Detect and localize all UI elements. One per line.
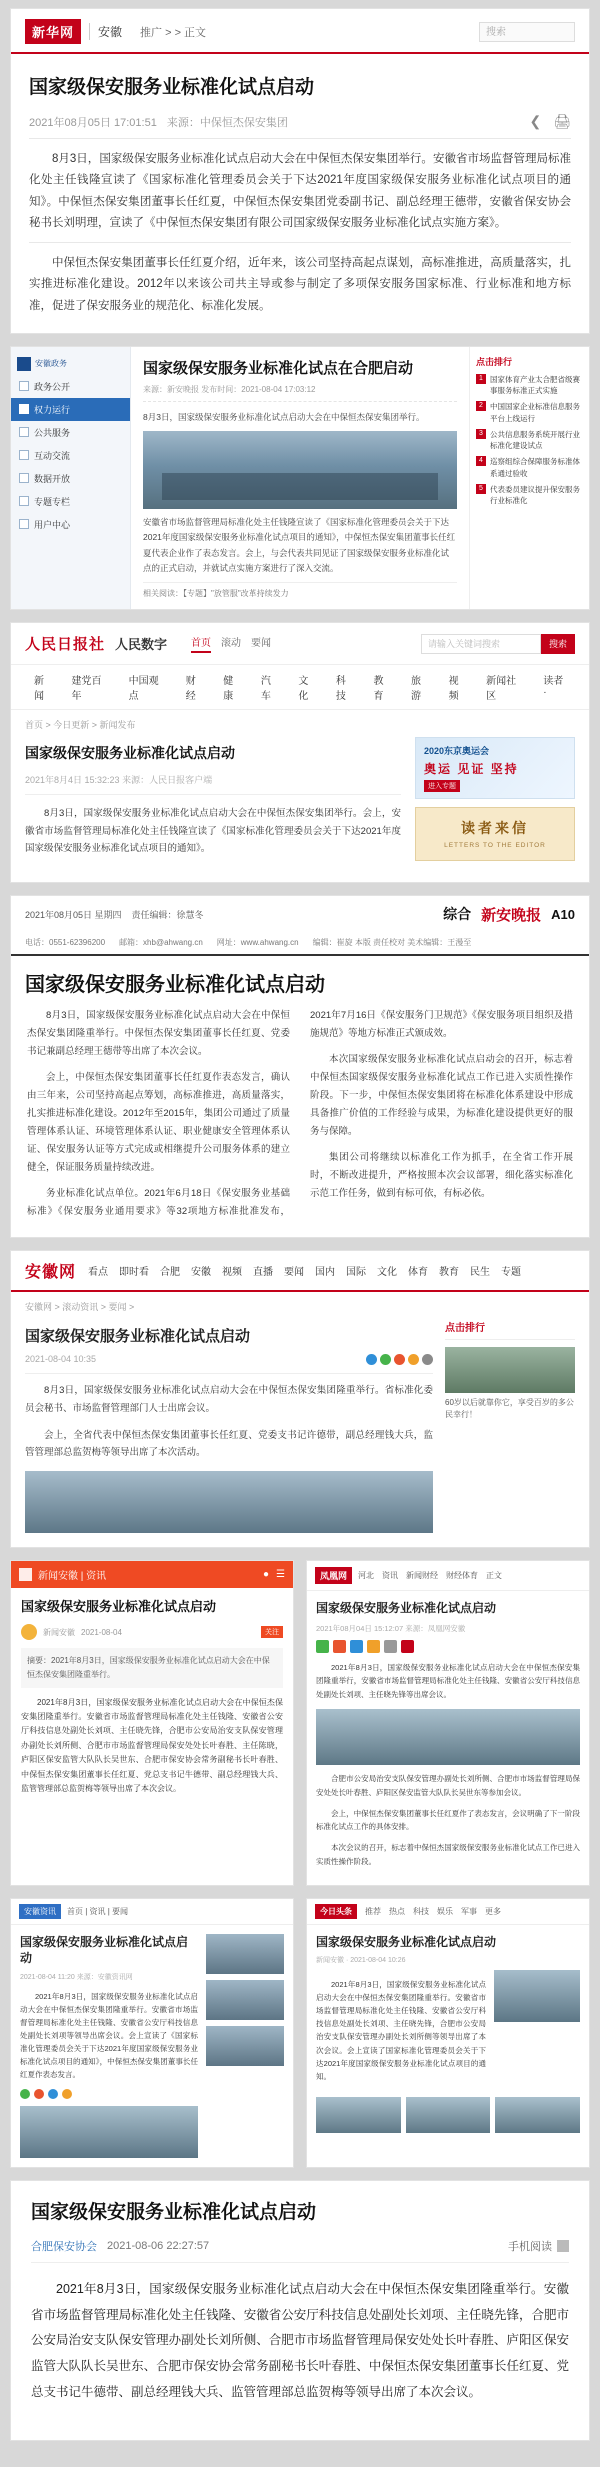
page-title: 国家级保安服务业标准化试点启动 <box>316 1601 497 1616</box>
sidebar-item-5[interactable] <box>11 490 130 513</box>
article-paragraph: 中保恒杰保安集团董事长任红夏介绍，近年来，该公司坚持高起点谋划，高标准推进，高质量落实，扎实推进标准化建设。2012年以来该公司共主导或参与制定了多项保安服务国家标准、行业标准和地方标准，促进了保安服务业的规范化、标准化发展。 <box>29 257 571 312</box>
nav-item-3[interactable]: 娱乐 <box>437 1906 453 1916</box>
qq-icon[interactable] <box>350 1640 363 1653</box>
bullet-icon <box>19 381 29 391</box>
sidebar-item-label: 公共服务 <box>34 427 71 438</box>
ifeng-logo[interactable]: 凤凰网 <box>315 1567 352 1584</box>
share-icon[interactable]: ❮ <box>529 113 542 129</box>
newspaper-editor: 责任编辑：徐慧冬 <box>131 909 204 920</box>
nav-item-2[interactable]: 中国观点 <box>128 676 159 703</box>
peoples-daily-logo[interactable]: 人民日报社 <box>25 636 106 654</box>
xinhua-header <box>11 9 589 52</box>
newspaper-date: 2021年08月05日 星期四 <box>25 909 122 920</box>
read-mode[interactable] <box>508 2238 569 2254</box>
search-box <box>421 634 575 654</box>
article-meta: 2021年08月04日 15:12:07 来源：凤凰网安徽 <box>316 1624 466 1634</box>
tab-scroll[interactable]: 滚动 <box>221 638 242 650</box>
article-meta: 新闻安徽 · 2021-08-04 10:26 <box>316 1957 406 1965</box>
thumbnail[interactable] <box>206 1980 284 2020</box>
breadcrumb: 首页 > 今日更新 > 新闻发布 <box>25 720 136 731</box>
app-bar-icons <box>263 1569 285 1580</box>
sidebar-item-3[interactable] <box>11 444 130 467</box>
nav-item-2[interactable]: 合肥 <box>160 1267 181 1279</box>
article-photo <box>316 1709 580 1765</box>
page-title: 国家级保安服务业标准化试点启动 <box>25 745 235 762</box>
article-paragraph: 8月3日，国家级保安服务业标准化试点启动大会在中保恒杰保安集团举行。安徽省市场监督管理局标准化处主任钱隆宣读了《国家标准化管理委员会关于下达2021年度国家级保安服务业标准化试点项目的通知》。中保恒杰保安集团董事长任红夏，中保恒杰保安集团党委副书记、副总经理王德带，安徽省保安协会秘书长刘明理，宣读了《中保恒杰保安集团有限公司国家级保安服务业标准化试点实施方案》。 <box>29 153 571 229</box>
article-photo <box>406 2097 491 2133</box>
nav-item-0[interactable]: 推荐 <box>365 1906 381 1916</box>
gov-logo <box>11 353 130 375</box>
nav-item-1[interactable]: 即时看 <box>119 1267 150 1279</box>
newspaper-brand: 新安晚报 <box>481 906 542 924</box>
share-icons <box>316 1640 580 1653</box>
article-card-toutiao <box>306 1898 590 2168</box>
article-card-final <box>10 2180 590 2441</box>
toutiao-body <box>307 1925 589 2143</box>
ad-title: 读者来信 <box>461 820 529 837</box>
nav-item-10[interactable]: 体育 <box>408 1267 429 1279</box>
article-card-xinhua <box>10 8 590 334</box>
breadcrumb: 推广 > > 正文 <box>140 26 207 39</box>
article-photo <box>316 2097 401 2133</box>
print-icon[interactable]: 🖨 <box>553 113 571 129</box>
article-paragraph: 本次会议的召开，标志着中保恒杰国家级保安服务业标准化试点工作已进入实质性操作阶段。 <box>316 1843 580 1866</box>
nav-bar <box>11 664 589 710</box>
menu-icon[interactable]: ☰ <box>276 1569 285 1581</box>
ranking-title: 点击排行 <box>445 1319 575 1340</box>
sidebar-item-label: 政务公开 <box>34 381 71 392</box>
site-logo[interactable]: 安徽资讯 <box>19 1904 61 1919</box>
ranking-item-label: 巡察组综合保障服务标准体系通过验收 <box>490 457 580 478</box>
article-paragraph: 2021年8月3日，国家级保安服务业标准化试点启动大会在中保恒杰保安集团隆重举行。安徽省市场监督管理局标准化处主任钱隆、安徽省公安厅科技信息处副处长刘项、主任晓先锋，合肥市公安局治安支队保安管理办副处长刘所侧、合肥市市场监督管理局保安处处长叶春胜、主任陈晓，庐阳区保安监管大队队长吴世东、合肥市保安协会常务副秘书长叶春胜、中保恒杰保安集团董事长任红夏、党总支书记牛德带、副总经理钱大兵、监管管理部总监贺梅等领导出席了本次会议。 <box>21 1697 283 1794</box>
newspaper-contact-bar <box>11 933 589 956</box>
article-paragraph: 集团公司将继续以标准化工作为抓手，在全省工作开展时，不断改进提升，严格按照本次会议部署，细化落实标准化示范工作任务，做到有标可依，有标必依。 <box>310 1151 573 1199</box>
sidebar <box>11 347 131 609</box>
phone-icon <box>557 2240 569 2252</box>
sidebar-item-label: 专题专栏 <box>34 496 71 507</box>
article-content <box>316 1970 580 2090</box>
page-title: 国家级保安服务业标准化试点启动 <box>29 77 315 98</box>
ranking-panel <box>469 347 589 609</box>
share-icon-1[interactable] <box>366 1354 377 1365</box>
ranking-item-label: 公共信息服务系统开展行业标准化建设试点 <box>490 429 580 451</box>
rank-number-icon: 2 <box>476 401 486 411</box>
nav-item-2[interactable]: 新闻财经 <box>406 1571 439 1581</box>
ahwang-body <box>11 1313 589 1547</box>
tab-bar <box>191 634 271 653</box>
article-paragraph: 安徽省市场监督管理局标准化处主任钱隆宣读了《国家标准化管理委员会关于下达2021年度国家级保安服务业标准化试点项目的通知》，中保恒杰保安集团董事长任红夏代表企业作了表态发言。会上，与会代表共同见证了国家级保安服务业标准化试点的正式启动，并就试点实施方案进行了深入交流。 <box>143 517 456 574</box>
app-title: 新闻安徽 | 资讯 <box>38 1571 107 1583</box>
nav-item-7[interactable]: 科技 <box>335 676 346 703</box>
breadcrumb: 安徽网 > 滚动资讯 > 要闻 > <box>25 1302 135 1313</box>
nav-item-3[interactable]: 安徽 <box>191 1267 212 1279</box>
weibo-icon[interactable] <box>394 1354 405 1365</box>
article-meta <box>21 1624 283 1640</box>
gallery-header <box>11 1899 293 1925</box>
newspaper-columns <box>11 1007 589 1238</box>
article-meta: 2021-08-04 11:20 来源：安徽资讯网 <box>20 1974 133 1982</box>
share-icon[interactable] <box>62 2089 72 2099</box>
page-title: 国家级保安服务业标准化试点启动 <box>20 1934 189 1966</box>
gov-main <box>131 347 469 609</box>
article-card-ahwang <box>10 1250 590 1548</box>
ad-olympics[interactable] <box>415 737 575 799</box>
ad-letters[interactable] <box>415 807 575 861</box>
more-icon[interactable] <box>422 1354 433 1365</box>
emblem-icon <box>17 357 31 371</box>
article-paragraph: 2021年8月3日，国家级保安服务业标准化试点启动大会在中保恒杰保安集团隆重举行，安徽省市场监督管理局标准化处主任钱隆、安徽省公安厅科技信息处副处长刘项、主任晓先锋等出席会议。 <box>316 1662 580 1699</box>
rank-number-icon: 5 <box>476 484 486 494</box>
ranking-caption[interactable]: 60岁以后就靠你它，享受百岁的多公民幸行！ <box>445 1398 574 1420</box>
nav-item-1[interactable]: 建党百年 <box>71 676 102 703</box>
nav-item-0[interactable]: 河北 <box>358 1571 375 1581</box>
nav-bar[interactable]: 首页 | 资讯 | 要闻 <box>67 1906 129 1916</box>
nav-item-6[interactable]: 要闻 <box>284 1267 305 1279</box>
search-input[interactable]: 请输入关键词搜索 <box>421 634 541 654</box>
follow-button[interactable]: 关注 <box>261 1626 283 1638</box>
nav-item-2[interactable]: 科技 <box>413 1906 429 1916</box>
ranking-item-label: 代表委员建议提升保安服务行业标准化 <box>490 484 580 506</box>
nav-item-11[interactable]: 新闻社区 <box>486 676 517 703</box>
ranking-item[interactable] <box>476 484 583 507</box>
article-column <box>25 1319 433 1533</box>
bullet-icon <box>19 404 29 414</box>
bullet-icon <box>19 427 29 437</box>
nav-item-5[interactable]: 直播 <box>253 1267 274 1279</box>
nav-item-5[interactable]: 汽车 <box>260 676 271 703</box>
article-paragraph: 8月3日，国家级保安服务业标准化试点启动大会在中保恒杰保安集团隆重举行。省标准化委员会秘书、市场监督管理部门人士出席会议。 <box>25 1385 433 1414</box>
link-icon[interactable] <box>367 1640 380 1653</box>
peoples-daily-body <box>11 733 589 881</box>
nav-item-5[interactable]: 更多 <box>485 1906 501 1916</box>
nav-item-8[interactable]: 教育 <box>373 676 384 703</box>
sidebar-item-0[interactable] <box>11 375 130 398</box>
article-card-anhui-gov <box>10 346 590 610</box>
page-number: A10 <box>551 906 575 922</box>
sidebar-item-4[interactable] <box>11 467 130 490</box>
rank-number-icon: 3 <box>476 429 486 439</box>
ranking-panel <box>445 1319 575 1533</box>
qq-icon[interactable] <box>48 2089 58 2099</box>
final-body <box>11 2181 589 2440</box>
ranking-title: 点击排行 <box>476 356 513 367</box>
app-top-bar <box>11 1561 293 1588</box>
nav-item-1[interactable]: 热点 <box>389 1906 405 1916</box>
ad-slogan: 奥运 见证 坚持 <box>424 762 519 777</box>
xinhua-logo[interactable]: 新华网 <box>25 19 81 44</box>
article-card-ifeng <box>306 1560 590 1885</box>
article-card-peoples-daily <box>10 622 590 882</box>
ifeng-header <box>307 1561 589 1591</box>
ranking-item[interactable] <box>476 456 583 479</box>
article-paragraph: 本次国家级保安服务业标准化试点启动会的召开，标志着中保恒杰国家级保安服务业标准化试点工作已进入实质性操作阶段。下一步，中保恒杰保安集团将在标准化体系建设中形成具备推广价值的工作经验与成果，为标准化建设提供更好的服务与保障。 <box>310 1053 573 1137</box>
nav-item-13[interactable]: 专题 <box>501 1267 522 1279</box>
tab-top-news[interactable]: 要闻 <box>251 638 272 650</box>
ranking-item[interactable] <box>476 429 583 452</box>
article-photo <box>494 1970 580 2022</box>
article-meta <box>25 1354 433 1374</box>
article-meta: 2021年8月4日 15:32:23 来源：人民日报客户端 <box>25 773 401 795</box>
bullet-icon <box>19 496 29 506</box>
divider <box>31 2262 569 2263</box>
nav-item-3[interactable]: 财经 <box>185 676 196 703</box>
more-icon[interactable] <box>401 1640 414 1653</box>
article-card-mobile-app <box>10 1560 294 1885</box>
xinhua-subsite[interactable]: 安徽 <box>89 23 122 40</box>
thumbnail-column <box>206 1934 284 2158</box>
wechat-icon[interactable] <box>380 1354 391 1365</box>
article-card-newspaper <box>10 895 590 1239</box>
article-paragraph: 务业标准化试点单位。2021年6月18日《保安服务业基础标准》《保安服务业通用要求》等32项地方标准批准发布，2021年7月16日《保安服务门卫规范》《保安服务项目组织及措施规范》等地方标准正式颁成效。 <box>27 1009 573 1217</box>
ahwang-header <box>11 1251 589 1292</box>
contact-email: 邮箱：xhb@ahwang.cn <box>119 937 203 947</box>
article-paragraph: 8月3日，国家级保安服务业标准化试点启动大会在中保恒杰保安集团隆重举行。中保恒杰保安集团董事长任红夏、党委书记兼副总经理王德带等出席了本次会议。 <box>27 1009 290 1057</box>
page-title: 国家级保安服务业标准化试点启动 <box>25 1328 251 1346</box>
card-row-1 <box>10 1560 590 1897</box>
nav-item-7[interactable]: 国内 <box>315 1267 336 1279</box>
ahwang-logo[interactable]: 安徽网 <box>25 1264 77 1282</box>
article-meta <box>29 113 571 130</box>
nav-item-12[interactable]: 民生 <box>470 1267 491 1279</box>
toutiao-header <box>307 1899 589 1925</box>
gov-layout <box>11 347 589 609</box>
page-title: 国家级保安服务业标准化试点在合肥启动 <box>143 359 414 377</box>
nav-bar <box>358 1570 502 1581</box>
nav-item-6[interactable]: 文化 <box>298 676 309 703</box>
sidebar-item-label: 互动交流 <box>34 450 71 461</box>
ifeng-body <box>307 1591 589 1884</box>
article-column <box>25 737 401 867</box>
page-title: 国家级保安服务业标准化试点启动 <box>31 2202 317 2224</box>
article-source[interactable]: 合肥保安协会 <box>31 2241 97 2254</box>
bullet-icon <box>19 519 29 529</box>
action-icons <box>529 113 571 130</box>
nav-item-4[interactable]: 视频 <box>222 1267 243 1279</box>
ranking-item[interactable] <box>476 401 583 424</box>
wechat-icon[interactable] <box>316 1640 329 1653</box>
divider <box>29 242 571 243</box>
nav-item-10[interactable]: 视频 <box>448 676 459 703</box>
publish-date: 2021年08月05日 17:01:51 <box>29 116 157 129</box>
article-paragraph: 8月3日，国家级保安服务业标准化试点启动大会在中保恒杰保安集团举行。会上，安徽省市场监督管理局标准化处主任钱隆宣读了《国家标准化管理委员会关于下达2021年度国家级保安服务业标准化试点项目的通知》。 <box>25 808 401 855</box>
sidebar-item-6[interactable] <box>11 513 130 536</box>
article-paragraph: 2021年8月3日，国家级保安服务业标准化试点启动大会在中保恒杰保安集团隆重举行。安徽省市场监督管理局标准化处主任钱隆、安徽省公安厅科技信息处副处长刘项、主任晓先锋，合肥市公安局治安支队保安管理办副处长刘所侧、合肥市市场监督管理局保安处处长叶春胜、庐阳区保安监管大队队长吴世东、合肥市保安协会常务副秘书长叶春胜、中保恒杰保安集团董事长任红夏、党总支书记牛德带、副总经理钱大兵、监管管理部总监贺梅等领导出席了本次会议。 <box>31 2282 569 2399</box>
nav-item-4[interactable]: 正文 <box>486 1571 503 1581</box>
ranking-item-label: 中国国家企业标准信息服务平台上线运行 <box>490 402 580 423</box>
ranking-item[interactable] <box>476 374 583 397</box>
toutiao-logo[interactable]: 今日头条 <box>315 1904 357 1919</box>
sidebar-item-2[interactable] <box>11 421 130 444</box>
article-photo <box>20 2106 198 2158</box>
publish-date: 2021-08-04 10:35 <box>25 1354 97 1365</box>
article-source: 来源：中保恒杰保安集团 <box>166 116 288 129</box>
contact-phone: 电话：0551-62396200 <box>25 937 106 947</box>
article-column <box>20 1934 198 2158</box>
nav-item-4[interactable]: 军事 <box>461 1906 477 1916</box>
search-button[interactable]: 搜索 <box>541 634 575 654</box>
article-meta: 来源：新安晚报 发布时间：2021-08-04 17:03:12 <box>143 384 457 402</box>
proof-credits: 编辑：崔旋 本版 责任校对 美术编辑：王漫至 <box>312 937 472 947</box>
nav-item-0[interactable]: 新闻 <box>34 676 44 703</box>
ad-column <box>415 737 575 867</box>
ad-subtitle: LETTERS TO THE EDITOR <box>444 842 546 850</box>
weibo-icon[interactable] <box>34 2089 44 2099</box>
article-meta <box>31 2238 569 2254</box>
publish-date: 2021-08-06 22:27:57 <box>107 2240 210 2253</box>
nav-bar <box>365 1906 501 1917</box>
photo-row <box>316 2097 580 2133</box>
thumbnail[interactable] <box>206 1934 284 1974</box>
sidebar-item-1[interactable] <box>11 398 130 421</box>
contact-site: 网址：www.ahwang.cn <box>216 937 299 947</box>
nav-item-1[interactable]: 资讯 <box>382 1571 399 1581</box>
article-paragraph: 2021年8月3日，国家级保安服务业标准化试点启动大会在中保恒杰保安集团隆重举行。安徽省市场监督管理局标准化处主任钱隆、安徽省公安厅科技信息处副处长刘项、主任晓先锋，合肥市公安局治安支队保安管理办副处长刘所侧等领导出席了本次会议。会上宣读了国家标准化管理委员会关于下达2021年度国家级保安服务业标准化试点项目的通知。 <box>316 1979 486 2081</box>
sidebar-item-label: 数据开放 <box>34 473 71 484</box>
article-paragraph: 合肥市公安局治安支队保安管理办副处长刘所侧、合肥市市场监督管理局保安处处长叶春胜、庐阳区保安监管大队队长吴世东等参加会议。 <box>316 1774 580 1797</box>
sidebar-item-label: 用户中心 <box>34 519 71 530</box>
xinhua-body <box>11 54 589 333</box>
related-link[interactable]: 相关阅读：【专题】"放管服"改革持续发力 <box>143 582 457 599</box>
page-title: 国家级保安服务业标准化试点启动 <box>25 973 325 996</box>
gov-logo-label: 安徽政务 <box>35 359 67 369</box>
app-body <box>11 1588 293 1814</box>
article-paragraph: 2021年8月3日，国家级保安服务业标准化试点启动大会在中保恒杰保安集团隆重举行。安徽省市场监督管理局标准化处主任钱隆、安徽省公安厅科技信息处副处长刘项等领导出席会议。会上宣读了《国家标准化管理委员会关于下达2021年度国家级保安服务业标准化试点项目的通知》，中保恒杰保安集团董事长任红夏作表态发言。 <box>20 1991 198 2080</box>
card-row-2 <box>10 1898 590 2180</box>
divider <box>29 138 571 139</box>
article-paragraph: 8月3日，国家级保安服务业标准化试点启动大会在中保恒杰保安集团举行。 <box>143 411 425 422</box>
bullet-icon <box>19 473 29 483</box>
rank-number-icon: 4 <box>476 456 486 466</box>
nav-item-4[interactable]: 健康 <box>223 676 234 703</box>
gallery-body <box>11 1925 293 2167</box>
ranking-thumbnail[interactable] <box>445 1347 575 1393</box>
page-title: 国家级保安服务业标准化试点启动 <box>316 1934 497 1949</box>
app-logo-icon <box>19 1568 32 1581</box>
nav-item-3[interactable]: 财经体育 <box>446 1571 479 1581</box>
user-icon[interactable]: ● <box>262 1569 270 1581</box>
tab-home[interactable]: 首页 <box>191 634 211 653</box>
ad-title: 2020东京奥运会 <box>424 746 490 757</box>
section-name: 综合 <box>443 906 472 923</box>
avatar <box>21 1624 37 1640</box>
article-paragraph: 会上，中保恒杰保安集团董事长任红夏作了表态发言，会议明确了下一阶段标准化试点工作的具体安排。 <box>316 1808 580 1832</box>
peoples-daily-header <box>11 623 589 664</box>
nav-item-8[interactable]: 国际 <box>346 1267 367 1279</box>
author-name[interactable]: 新闻安徽 <box>43 1627 75 1637</box>
rank-number-icon: 1 <box>476 374 486 384</box>
thumbnail[interactable] <box>206 2026 284 2066</box>
weibo-icon[interactable] <box>333 1640 346 1653</box>
publish-date: 2021-08-04 <box>81 1627 122 1637</box>
nav-item-9[interactable]: 文化 <box>377 1267 398 1279</box>
sidebar-item-label: 权力运行 <box>34 404 71 415</box>
nav-item-11[interactable]: 教育 <box>439 1267 460 1279</box>
article-paragraph: 会上，中保恒杰保安集团董事长任红夏作表态发言，确认由三年来，公司坚持高起点筹划，高标准推进，高质量落实，扎实推进标准化建设。2012年至2015年，集团公司通过了质量管理体系认证、环境管理体系认证、职业健康安全管理体系认证、保安服务认证等方式完成或相继提升公司服务体系的建立健全，保证服务质量持续改进。 <box>27 1071 290 1173</box>
share-icons <box>366 1354 433 1365</box>
qq-icon[interactable] <box>408 1354 419 1365</box>
nav-item-0[interactable]: 看点 <box>88 1267 109 1279</box>
peoples-digital-logo[interactable]: 人民数字 <box>115 637 168 653</box>
article-photo <box>25 1471 433 1533</box>
wechat-icon[interactable] <box>20 2089 30 2099</box>
ad-button[interactable]: 进入专题 <box>424 780 460 792</box>
page-title: 国家级保安服务业标准化试点启动 <box>21 1599 217 1615</box>
article-photo <box>495 2097 580 2133</box>
nav-bar <box>88 1263 521 1278</box>
share-icons <box>20 2089 198 2099</box>
nav-item-9[interactable]: 旅游 <box>411 676 422 703</box>
article-paragraph: 会上，全省代表中保恒杰保安集团董事长任红夏、党委支书记许德带，副总经理钱大兵，监管管理部总监贺梅等领导出席了本次活动。 <box>25 1429 433 1459</box>
search-input[interactable]: 搜索 <box>479 22 575 42</box>
read-mode-label: 手机阅读 <box>508 2241 552 2254</box>
newspaper-masthead <box>11 896 589 933</box>
article-photo <box>143 431 457 509</box>
ranking-item-label: 国家体育产业太合肥省级赛事服务标准正式实施 <box>490 374 580 396</box>
article-card-gallery <box>10 1898 294 2168</box>
bullet-icon <box>19 450 29 460</box>
nav-item-12[interactable]: 读者· <box>543 676 564 699</box>
article-abstract: 摘要：2021年8月3日，国家级保安服务业标准化试点启动大会在中保恒杰保安集团隆重举行。 <box>21 1648 283 1687</box>
font-size-icon[interactable] <box>384 1640 397 1653</box>
